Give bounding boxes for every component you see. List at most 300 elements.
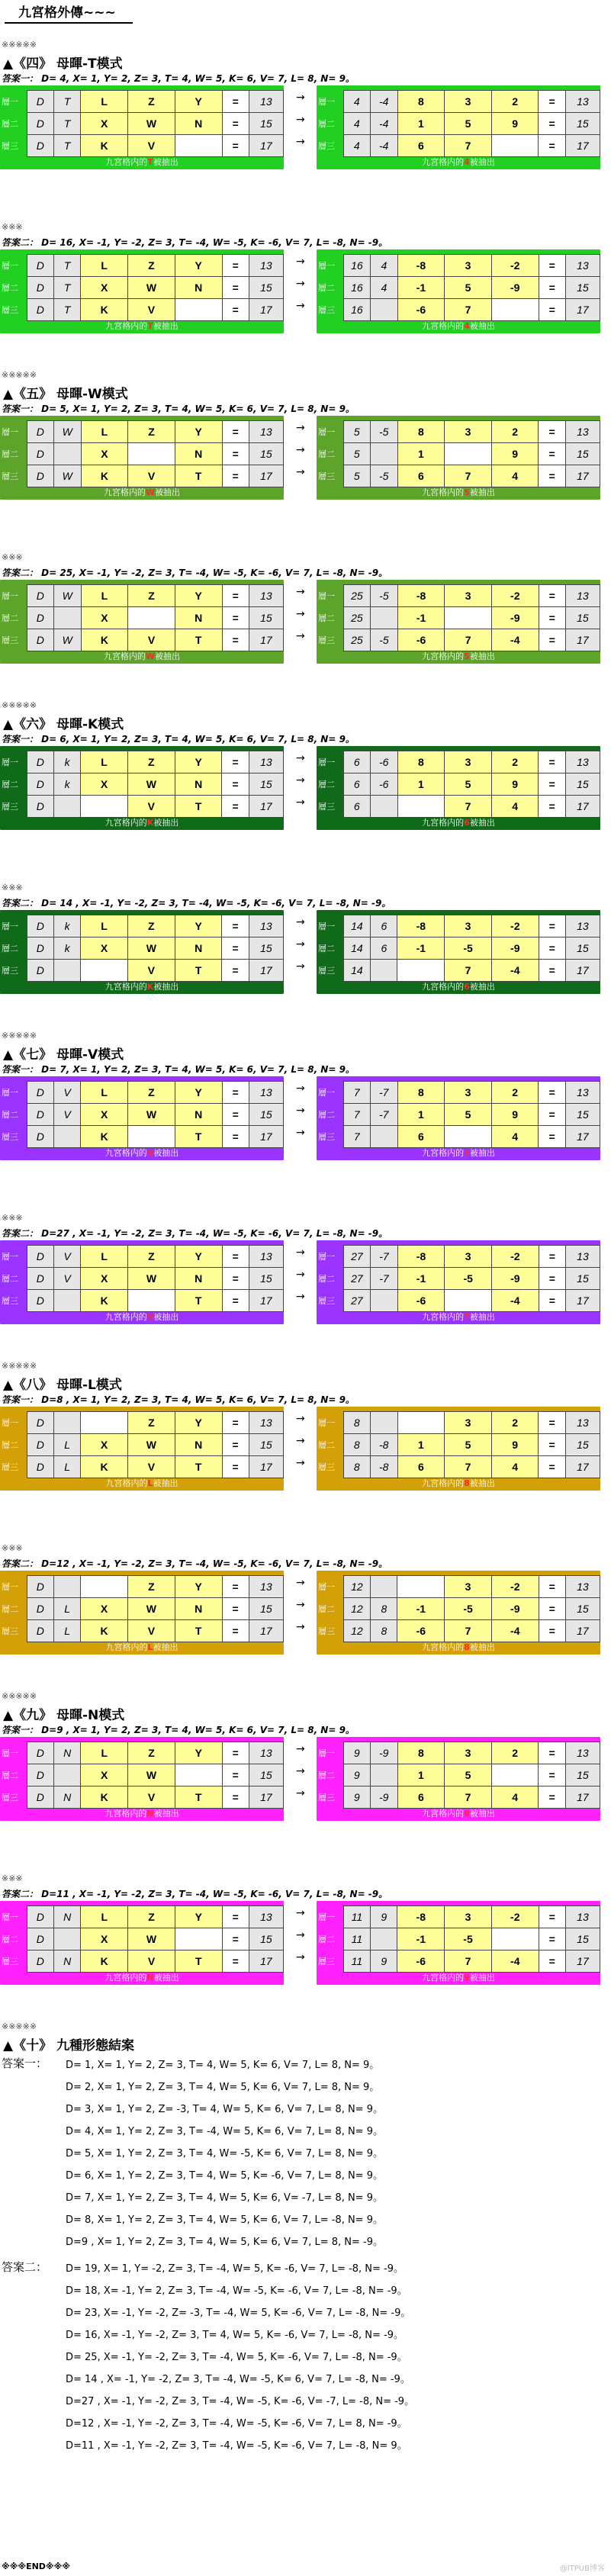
grid-cell: = — [222, 915, 249, 937]
left-panel — [0, 580, 284, 664]
grid-cell: k — [54, 773, 81, 796]
caption-prefix: 九宮格内的 — [105, 1312, 147, 1322]
summary-row: D= 3, X= 1, Y= 2, Z= -3, T= 4, W= 5, K= 6, V= 7, L= 8, N= 9。 — [66, 2104, 383, 2115]
grid-cell: = — [539, 1950, 565, 1973]
grid-row — [2, 1786, 284, 1809]
grid-cell: 9 — [491, 1434, 539, 1456]
grid-cell: -8 — [370, 1456, 397, 1478]
grid-cell: 15 — [565, 113, 600, 135]
grid-cell: Z — [127, 1576, 175, 1598]
grid-cell: k — [54, 751, 81, 773]
grid-cell: = — [222, 91, 249, 113]
symbol-grid — [2, 1575, 284, 1642]
grid-cell: 6 — [343, 751, 370, 773]
row-label: 層二 — [318, 944, 335, 954]
grid-cell: Y — [175, 255, 222, 277]
grid-cell: -9 — [370, 1742, 397, 1764]
grid-cell: 13 — [249, 91, 283, 113]
grid-cell: 5 — [343, 421, 370, 443]
grid-cell: 27 — [343, 1290, 371, 1312]
arrow-icon: → — [296, 256, 305, 268]
grid-cell: -4 — [492, 1290, 539, 1312]
grid-cell: 13 — [249, 915, 283, 937]
grid-cell: L — [53, 1456, 80, 1478]
grid-row — [2, 1412, 284, 1434]
arrow-icon: → — [296, 1246, 305, 1259]
grid-cell — [81, 1412, 128, 1434]
arrow-icon: → — [296, 1291, 305, 1303]
row-label: 層二 — [318, 1111, 335, 1120]
grid-cell — [445, 1290, 492, 1312]
grid-cell: Z — [128, 421, 175, 443]
grid-cell: T — [175, 1620, 222, 1642]
end-marker: ※※※END※※※ — [2, 2562, 71, 2571]
grid-row — [2, 1576, 284, 1598]
grid-cell: T — [175, 1456, 222, 1478]
grid-cell: -7 — [370, 1082, 397, 1104]
grid-cell: 7 — [343, 1104, 370, 1126]
summary-row: D= 2, X= 1, Y= 2, Z= 3, T= 4, W= 5, K= 6, V= 7, L= 8, N= 9。 — [66, 2082, 380, 2093]
value-grid — [318, 915, 600, 982]
grid-cell: 2 — [491, 1742, 539, 1764]
grid-row — [318, 1928, 600, 1950]
value-grid — [318, 1081, 600, 1148]
caption-suffix: 被抽出 — [155, 487, 181, 497]
grid-cell: = — [222, 585, 249, 607]
arrow-icon: → — [296, 136, 305, 148]
grid-cell: 15 — [249, 1928, 283, 1950]
grid-cell: 17 — [249, 1290, 283, 1312]
row-label: 層三 — [318, 1133, 335, 1142]
grid-cell: 1 — [397, 1764, 445, 1786]
caption-suffix: 被抽出 — [469, 1642, 495, 1652]
grid-cell: 13 — [565, 915, 600, 937]
symbol-grid — [2, 90, 284, 157]
grid-cell: 25 — [343, 585, 371, 607]
grid-cell: = — [222, 1620, 249, 1642]
grid-cell: 4 — [491, 465, 539, 487]
grid-cell: = — [222, 751, 249, 773]
arrow-icon: → — [296, 1269, 305, 1281]
panel-caption — [0, 980, 284, 992]
left-panel — [0, 85, 284, 169]
grid-row — [318, 1742, 600, 1764]
grid-cell: N — [175, 1434, 222, 1456]
grid-cell: 17 — [249, 629, 283, 651]
grid-cell: Z — [128, 1742, 175, 1764]
grid-cell: 17 — [565, 299, 600, 321]
grid-cell — [371, 299, 397, 321]
row-label: 層二 — [318, 120, 335, 129]
decor-line: ※※※※※ — [2, 1691, 37, 1701]
grid-row — [2, 1620, 284, 1642]
watermark: @ITPUB博客 — [559, 2565, 605, 2573]
grid-cell: D — [27, 1786, 53, 1809]
grid-cell: -1 — [397, 277, 445, 299]
grid-cell: 8 — [343, 1456, 370, 1478]
grid-cell: Y — [175, 1576, 222, 1598]
caption-prefix: 九宮格内的 — [422, 157, 465, 167]
grid-cell: K — [81, 1620, 128, 1642]
grid-cell: = — [222, 1082, 249, 1104]
grid-cell: D — [27, 465, 53, 487]
grid-row — [318, 465, 600, 487]
caption-key: V — [146, 1148, 154, 1158]
row-label: 層一 — [318, 758, 335, 767]
grid-cell: D — [27, 585, 53, 607]
grid-cell: 17 — [249, 1456, 283, 1478]
arrow-icon: → — [296, 92, 305, 104]
grid-cell: = — [539, 1598, 565, 1620]
row-label: 層三 — [2, 306, 18, 315]
grid-cell: = — [539, 629, 565, 651]
row-label: 層三 — [318, 142, 335, 151]
row-label: 層一 — [318, 1419, 335, 1428]
caption-key: T — [147, 157, 153, 167]
grid-cell: -5 — [445, 1598, 492, 1620]
grid-cell: 13 — [565, 1742, 600, 1764]
grid-cell: Z — [127, 1412, 175, 1434]
grid-cell: -6 — [370, 773, 397, 796]
grid-cell: D — [27, 1764, 53, 1786]
grid-cell: 16 — [343, 277, 371, 299]
grid-cell: L — [81, 585, 128, 607]
grid-row — [318, 915, 600, 937]
grid-row — [2, 1742, 284, 1764]
grid-cell: 13 — [249, 421, 283, 443]
left-panel — [0, 416, 284, 500]
grid-cell: 15 — [565, 607, 600, 629]
grid-cell: K — [81, 1290, 128, 1312]
grid-cell: T — [175, 1786, 222, 1809]
grid-cell: 9 — [343, 1742, 370, 1764]
grid-row — [2, 773, 284, 796]
grid-cell: 12 — [343, 1598, 371, 1620]
grid-cell: -7 — [371, 1246, 397, 1268]
grid-cell — [175, 1928, 222, 1950]
grid-cell — [371, 1290, 397, 1312]
grid-cell: D — [27, 773, 53, 796]
grid-cell: 11 — [343, 1906, 371, 1928]
arrow-icon: → — [296, 1765, 305, 1777]
grid-cell: -6 — [397, 1950, 445, 1973]
caption-prefix: 九宮格内的 — [105, 1642, 148, 1652]
grid-row — [2, 937, 284, 960]
answer-text: 答案一： D= 6, X= 1, Y= 2, Z= 3, T= 4, W= 5, K= 6, V= 7, L= 8, N= 9。 — [2, 734, 355, 744]
grid-cell: 9 — [491, 1104, 539, 1126]
caption-key: K — [146, 982, 154, 992]
grid-cell: = — [539, 421, 565, 443]
grid-cell: = — [222, 960, 249, 982]
answer-text: 答案一： D= 5, X= 1, Y= 2, Z= 3, T= 4, W= 5, K= 6, V= 7, L= 8, N= 9。 — [2, 404, 355, 414]
grid-cell: = — [222, 135, 249, 157]
grid-cell — [53, 1928, 80, 1950]
grid-cell: = — [539, 1082, 565, 1104]
grid-cell: 3 — [445, 915, 492, 937]
arrow-icon: → — [296, 300, 305, 312]
grid-cell — [53, 1576, 80, 1598]
grid-cell: 15 — [565, 277, 600, 299]
grid-cell: 15 — [249, 443, 283, 465]
grid-cell: W — [53, 629, 81, 651]
grid-cell: D — [27, 1598, 53, 1620]
arrow-icon: → — [296, 586, 305, 598]
grid-cell: 2 — [491, 751, 539, 773]
grid-cell: L — [81, 1082, 128, 1104]
grid-cell — [491, 1928, 539, 1950]
grid-cell: T — [175, 1290, 222, 1312]
grid-row — [2, 607, 284, 629]
grid-cell: 6 — [371, 915, 397, 937]
grid-cell: X — [81, 1434, 128, 1456]
row-label: 層一 — [318, 1913, 335, 1922]
panel-caption — [317, 1807, 600, 1819]
grid-row — [2, 1906, 284, 1928]
grid-cell: V — [127, 299, 175, 321]
grid-cell: -8 — [397, 585, 445, 607]
grid-cell: 8 — [397, 421, 445, 443]
grid-cell: 17 — [249, 1950, 283, 1973]
decor-line: ※※※ — [2, 1543, 23, 1553]
grid-cell: = — [539, 1620, 565, 1642]
grid-cell: Y — [175, 1742, 222, 1764]
caption-prefix: 九宮格内的 — [103, 487, 146, 497]
grid-cell: -6 — [397, 629, 445, 651]
grid-cell: = — [539, 1434, 565, 1456]
grid-cell: 7 — [445, 465, 492, 487]
grid-cell: = — [222, 1742, 249, 1764]
grid-cell: = — [222, 421, 249, 443]
grid-cell: = — [539, 960, 565, 982]
grid-cell — [371, 960, 397, 982]
caption-key: K — [146, 818, 154, 828]
arrow-icon: → — [296, 1907, 305, 1919]
grid-cell — [491, 1764, 539, 1786]
grid-cell: -9 — [370, 1786, 397, 1809]
arrow-icon: → — [296, 1951, 305, 1963]
grid-cell: = — [222, 1764, 249, 1786]
arrow-icon: → — [296, 796, 305, 809]
symbol-grid — [2, 584, 284, 651]
grid-row — [318, 751, 600, 773]
caption-key: 7 — [464, 1312, 470, 1322]
grid-row — [318, 443, 600, 465]
grid-row — [318, 585, 600, 607]
row-label: 層二 — [318, 780, 335, 790]
grid-cell: D — [27, 1268, 53, 1290]
grid-cell: W — [127, 277, 175, 299]
caption-suffix: 被抽出 — [153, 321, 178, 331]
grid-cell: 8 — [397, 91, 445, 113]
grid-cell: 7 — [343, 1082, 370, 1104]
caption-suffix: 被抽出 — [153, 157, 178, 167]
symbol-grid — [2, 1741, 284, 1809]
row-label: 層一 — [318, 1089, 335, 1098]
grid-cell — [370, 796, 397, 818]
grid-cell: N — [175, 1268, 222, 1290]
grid-cell: = — [539, 1742, 565, 1764]
grid-cell: 4 — [491, 796, 539, 818]
decor-line: ※※※ — [2, 1213, 23, 1223]
caption-key: 9 — [464, 1973, 470, 1983]
summary-row: D= 5, X= 1, Y= 2, Z= 3, T= 4, W= -5, K= 6, V= 7, L= 8, N= 9。 — [66, 2148, 383, 2160]
grid-cell: D — [27, 1928, 53, 1950]
grid-cell: W — [128, 1268, 175, 1290]
grid-cell: -9 — [491, 277, 539, 299]
grid-cell: X — [81, 773, 128, 796]
grid-cell: Y — [175, 1082, 222, 1104]
grid-cell: -1 — [397, 1598, 445, 1620]
grid-cell — [371, 1928, 397, 1950]
right-panel — [317, 1407, 600, 1491]
grid-cell: Y — [175, 91, 222, 113]
grid-cell: 13 — [249, 1576, 283, 1598]
grid-row — [2, 1126, 284, 1148]
grid-cell: 13 — [249, 751, 283, 773]
left-panel — [0, 1240, 284, 1324]
grid-cell: X — [81, 1928, 128, 1950]
grid-cell: = — [222, 1434, 249, 1456]
grid-row — [318, 1906, 600, 1928]
grid-cell: 14 — [343, 960, 371, 982]
grid-cell: 7 — [445, 796, 492, 818]
grid-row — [318, 1620, 600, 1642]
grid-cell: W — [53, 585, 81, 607]
grid-cell: K — [81, 299, 128, 321]
grid-cell: V — [127, 135, 175, 157]
grid-cell: 5 — [445, 1764, 492, 1786]
grid-cell: = — [539, 607, 565, 629]
grid-row — [2, 585, 284, 607]
grid-cell — [128, 1126, 175, 1148]
grid-cell: D — [27, 1456, 53, 1478]
grid-cell: -5 — [445, 1928, 492, 1950]
row-label: 層二 — [318, 1441, 335, 1450]
decor-line: ※※※※※ — [2, 2021, 37, 2031]
caption-key: 6 — [464, 982, 470, 992]
row-label: 層一 — [2, 592, 18, 601]
grid-row — [2, 1246, 284, 1268]
grid-cell: 6 — [397, 465, 445, 487]
grid-row — [318, 1598, 600, 1620]
answer-text: 答案一： D= 7, X= 1, Y= 2, Z= 3, T= 4, W= 5, K= 6, V= 7, L= 8, N= 9。 — [2, 1064, 355, 1075]
grid-cell: 17 — [565, 1126, 600, 1148]
grid-cell: 13 — [565, 1576, 600, 1598]
grid-cell: V — [128, 1786, 175, 1809]
grid-cell: 17 — [565, 796, 600, 818]
grid-row — [2, 113, 284, 135]
grid-cell: L — [81, 1906, 128, 1928]
grid-row — [318, 1764, 600, 1786]
grid-cell: = — [539, 1764, 565, 1786]
caption-suffix: 被抽出 — [469, 157, 495, 167]
grid-cell: 11 — [343, 1928, 371, 1950]
grid-cell: T — [175, 465, 222, 487]
grid-cell: 17 — [249, 1786, 283, 1809]
caption-key: N — [146, 1973, 154, 1983]
grid-cell: 1 — [397, 443, 445, 465]
grid-cell — [397, 960, 445, 982]
grid-cell: = — [222, 277, 249, 299]
grid-row — [318, 91, 600, 113]
grid-cell: 8 — [397, 1742, 445, 1764]
grid-cell: Z — [127, 255, 175, 277]
symbol-grid — [2, 254, 284, 321]
grid-cell: K — [81, 465, 128, 487]
grid-row — [318, 1456, 600, 1478]
grid-cell — [53, 443, 81, 465]
grid-cell: 3 — [445, 421, 492, 443]
grid-cell: D — [27, 299, 53, 321]
grid-cell: 2 — [491, 1412, 539, 1434]
grid-row — [318, 937, 600, 960]
grid-cell: -2 — [491, 255, 539, 277]
answer-text: 答案二： D= 16, X= -1, Y= -2, Z= 3, T= -4, W= -5, K= -6, V= 7, L= -8, N= -9。 — [2, 237, 388, 248]
summary-row: D= 4, X= 1, Y= 2, Z= 3, T= -4, W= 5, K= 6, V= 7, L= 8, N= 9。 — [66, 2126, 383, 2137]
grid-cell: -2 — [491, 1906, 539, 1928]
grid-cell: -4 — [491, 629, 539, 651]
row-label: 層三 — [318, 1627, 335, 1636]
grid-cell: 13 — [565, 1412, 600, 1434]
grid-cell: 6 — [397, 1126, 445, 1148]
grid-cell: -2 — [491, 585, 539, 607]
row-label: 層一 — [318, 1253, 335, 1262]
grid-cell: 9 — [491, 113, 539, 135]
grid-cell: Y — [175, 751, 222, 773]
section-heading: ▲《四》 母暉-T模式 — [3, 56, 123, 72]
grid-cell: 25 — [343, 629, 371, 651]
grid-cell: = — [222, 1290, 249, 1312]
grid-row — [2, 915, 284, 937]
caption-prefix: 九宮格内的 — [105, 1973, 147, 1983]
grid-cell: = — [222, 1126, 249, 1148]
arrow-icon: → — [296, 608, 305, 620]
arrow-icon: → — [296, 1105, 305, 1117]
symbol-grid — [2, 915, 284, 982]
grid-cell: -9 — [492, 1268, 539, 1290]
grid-cell: 4 — [343, 113, 370, 135]
grid-cell: Z — [128, 1906, 175, 1928]
grid-cell: -6 — [397, 299, 445, 321]
caption-suffix: 被抽出 — [469, 651, 495, 661]
grid-cell — [128, 607, 175, 629]
arrow-icon: → — [296, 1743, 305, 1755]
grid-cell: K — [81, 1456, 128, 1478]
grid-cell: L — [81, 1246, 128, 1268]
grid-cell: 3 — [445, 1246, 492, 1268]
grid-cell: W — [127, 1434, 175, 1456]
grid-cell — [128, 1290, 175, 1312]
caption-suffix: 被抽出 — [153, 982, 179, 992]
grid-cell: X — [81, 937, 128, 960]
grid-cell: T — [175, 1950, 222, 1973]
grid-cell: V — [128, 629, 175, 651]
grid-cell: 4 — [371, 255, 397, 277]
left-panel — [0, 1407, 284, 1491]
summary-row: D=27 , X= -1, Y= -2, Z= 3, T= -4, W= -5, K= -6, V= -7, L= -8, N= -9。 — [66, 2396, 415, 2407]
row-label: 層一 — [2, 1089, 18, 1098]
grid-cell: 15 — [249, 1598, 283, 1620]
grid-cell: 17 — [249, 1620, 283, 1642]
grid-row — [318, 607, 600, 629]
summary-row: D= 23, X= -1, Y= -2, Z= -3, T= -4, W= 5, K= -6, V= 7, L= -8, N= -9。 — [66, 2307, 411, 2319]
grid-cell: L — [81, 915, 128, 937]
grid-cell: 2 — [491, 91, 539, 113]
grid-cell: N — [53, 1786, 80, 1809]
grid-cell: Y — [175, 915, 222, 937]
grid-row — [2, 299, 284, 321]
grid-cell: D — [27, 1576, 53, 1598]
